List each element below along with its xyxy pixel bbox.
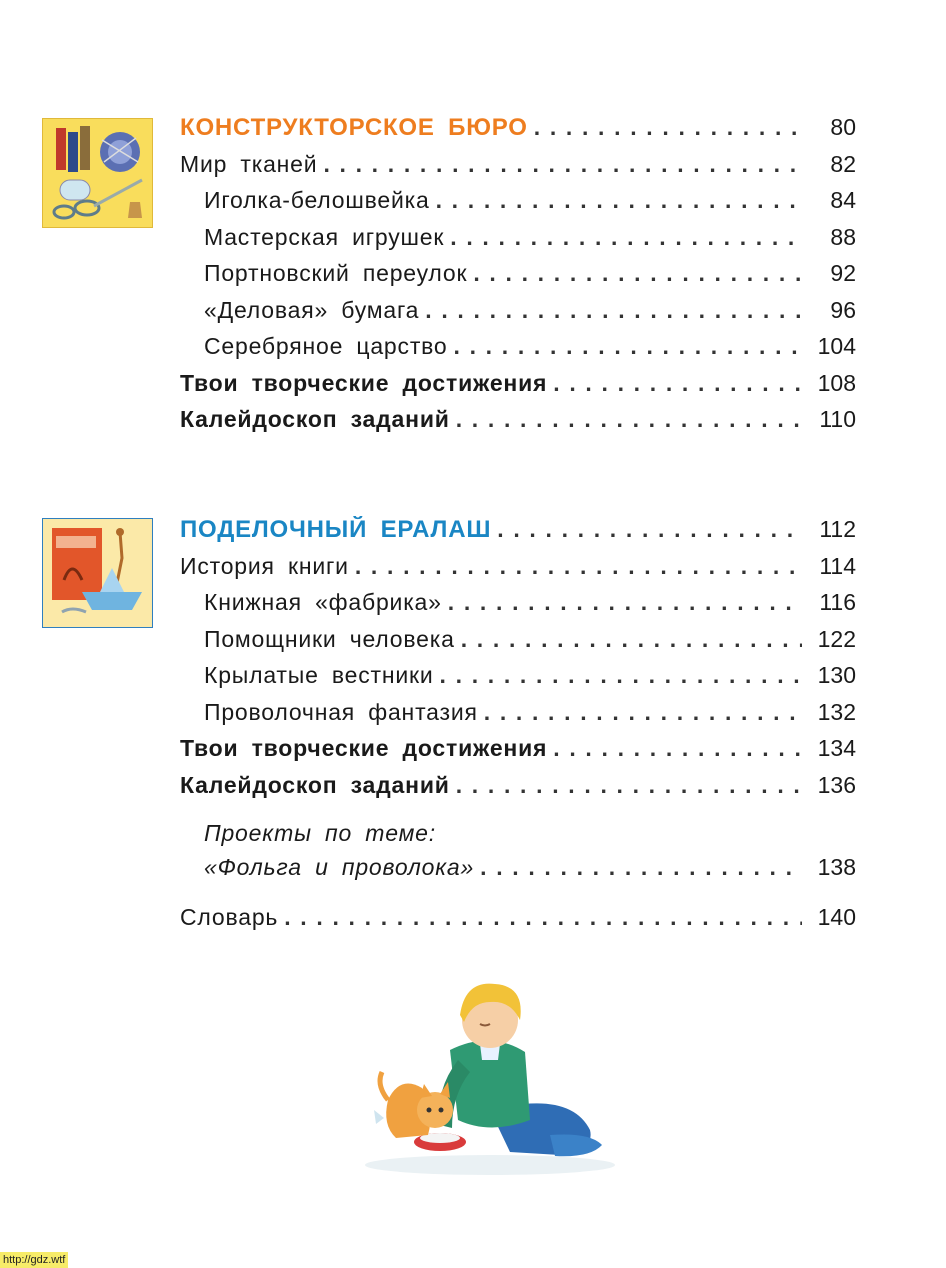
- toc-item[interactable]: [180, 224, 856, 261]
- toc-page-number: 122: [817, 625, 856, 652]
- leader-dots: [284, 904, 802, 931]
- leader-dots: [450, 224, 802, 251]
- leader-dots: [440, 662, 802, 689]
- toc-item-title: Калейдоскоп заданий: [180, 771, 450, 798]
- toc-item-title: История книги: [180, 552, 349, 579]
- toc-page-number: 104: [817, 333, 856, 359]
- toc-page-number: 112: [819, 516, 856, 542]
- toc-page-number: 132: [817, 698, 856, 725]
- toc-item[interactable]: [180, 260, 856, 297]
- toc-item-title: Мир тканей: [180, 150, 318, 177]
- toc-projects-heading: [180, 820, 856, 854]
- toc-item-title: Мастерская игрушек: [204, 223, 445, 250]
- leader-dots: [454, 333, 802, 360]
- leader-dots: [456, 406, 802, 433]
- watermark-link[interactable]: http://gdz.wtf: [0, 1252, 68, 1268]
- toc-item[interactable]: [180, 297, 856, 334]
- boy-with-kitten-illustration: [340, 960, 620, 1180]
- toc-item-title: Твои творческие достижения: [180, 369, 548, 396]
- leader-dots: [480, 854, 802, 881]
- leader-dots: [553, 370, 802, 397]
- toc-page-number: 96: [830, 296, 856, 323]
- leader-dots: [436, 187, 802, 214]
- toc-item-dictionary[interactable]: [180, 904, 856, 941]
- toc-projects-line1: Проекты по теме:: [204, 820, 436, 846]
- toc-page-number: 114: [819, 552, 856, 579]
- toc-heading-konstruktorskoe-byuro[interactable]: [180, 114, 856, 151]
- leader-dots: [461, 626, 802, 653]
- leader-dots: [473, 260, 802, 287]
- toc-page-number: 136: [817, 771, 856, 798]
- toc-item[interactable]: [180, 662, 856, 699]
- toc-page-number: 138: [817, 854, 856, 880]
- leader-dots: [456, 772, 802, 799]
- leader-dots: [534, 114, 802, 141]
- toc-page-number: 108: [817, 369, 856, 396]
- book-boat-thumbnail: [42, 518, 153, 628]
- toc-item-title: Калейдоскоп заданий: [180, 406, 450, 432]
- toc-section-1: [180, 114, 856, 438]
- toc-heading-title: ПОДЕЛОЧНЫЙ ЕРАЛАШ: [180, 516, 492, 543]
- toc-page-number: 130: [817, 662, 856, 688]
- toc-page-number: 134: [817, 735, 856, 761]
- toc-heading-podelochny-eralash[interactable]: [180, 516, 856, 553]
- toc-item-title: Словарь: [180, 904, 279, 930]
- toc-item-title: «Деловая» бумага: [204, 296, 420, 323]
- sewing-kit-thumbnail: [42, 118, 153, 228]
- toc-page-number: 116: [819, 589, 856, 615]
- leader-dots: [355, 553, 802, 580]
- toc-item[interactable]: [180, 772, 856, 809]
- leader-dots: [448, 589, 802, 616]
- toc-item-title: Крылатые вестники: [204, 662, 434, 688]
- toc-heading-title: КОНСТРУКТОРСКОЕ БЮРО: [180, 114, 528, 141]
- leader-dots: [497, 516, 802, 543]
- toc-item[interactable]: [180, 735, 856, 772]
- toc-page-number: 140: [817, 904, 856, 930]
- toc-page-number: 110: [819, 406, 856, 432]
- toc-item-projects[interactable]: [180, 854, 856, 888]
- toc-item[interactable]: [180, 589, 856, 626]
- leader-dots: [484, 699, 802, 726]
- toc-item-title: Портновский переулок: [204, 260, 468, 286]
- toc-item[interactable]: [180, 151, 856, 188]
- toc-page-number: 80: [830, 114, 856, 140]
- toc-projects: [180, 820, 856, 888]
- toc-item[interactable]: [180, 626, 856, 663]
- toc-item-title: Проволочная фантазия: [204, 698, 478, 725]
- toc-page-number: 82: [830, 150, 856, 177]
- toc-page-number: 88: [830, 223, 856, 250]
- leader-dots: [553, 735, 802, 762]
- toc-item-title: Твои творческие достижения: [180, 735, 548, 761]
- toc-item[interactable]: [180, 699, 856, 736]
- toc-section-2: [180, 516, 856, 808]
- toc-item[interactable]: [180, 406, 856, 438]
- toc-item[interactable]: [180, 370, 856, 407]
- toc-dictionary: [180, 904, 856, 941]
- toc-item[interactable]: [180, 187, 856, 224]
- toc-page-number: 84: [830, 187, 856, 213]
- toc-item-title: Книжная «фабрика»: [204, 589, 442, 615]
- leader-dots: [323, 151, 802, 178]
- toc-item[interactable]: [180, 333, 856, 370]
- toc-item-title: Помощники человека: [204, 625, 455, 652]
- toc-projects-line2: «Фольга и проволока»: [204, 854, 475, 880]
- toc-page-number: 92: [830, 260, 856, 286]
- toc-item[interactable]: [180, 553, 856, 590]
- toc-item-title: Серебряное царство: [204, 333, 448, 359]
- toc-item-title: Иголка-белошвейка: [204, 187, 430, 213]
- leader-dots: [425, 297, 802, 324]
